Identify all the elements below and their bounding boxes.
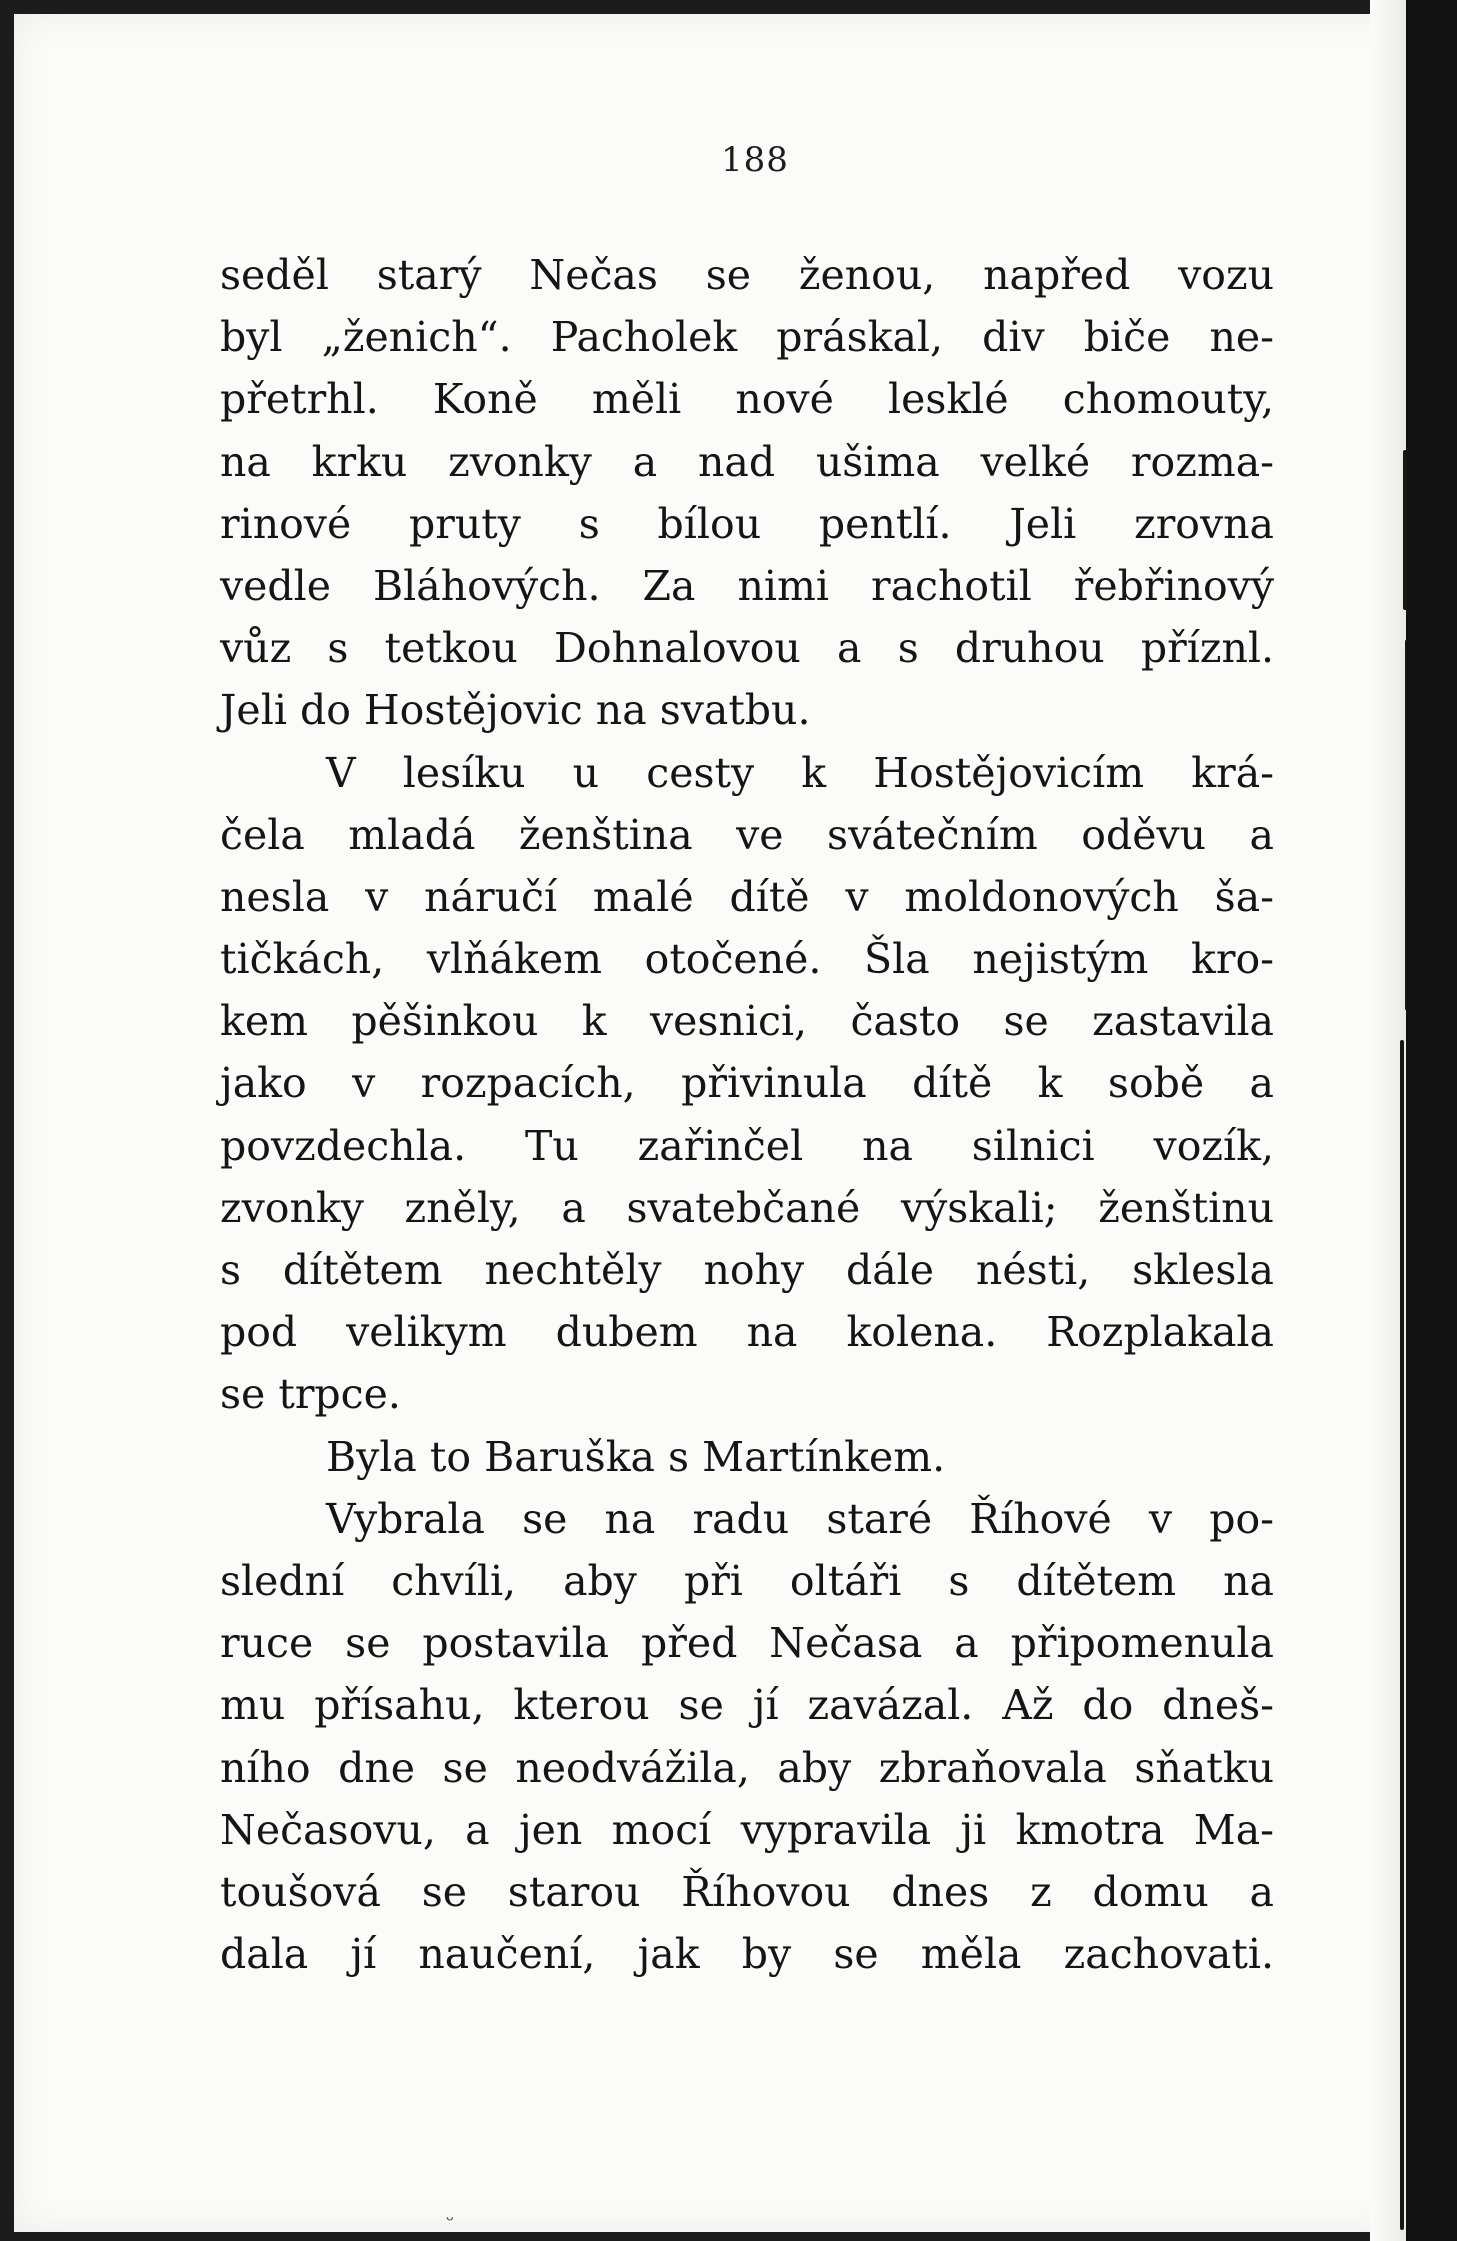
text-line: pod velikym dubem na kolena. Rozplakala xyxy=(220,1308,1274,1357)
text-line: povzdechla. Tu zařinčel na silnici vozík, xyxy=(220,1121,1274,1170)
page-edge-mark xyxy=(1403,450,1407,610)
text-line: s dítětem nechtěly nohy dále nésti, sklesla xyxy=(220,1246,1274,1294)
text-line: zvonky zněly, a svatebčané výskali; ženštinu xyxy=(220,1183,1274,1232)
text-line: vedle Bláhových. Za nimi rachotil řebřinový xyxy=(220,561,1274,610)
text-line: mu přísahu, kterou se jí zavázal. Až do dneš- xyxy=(220,1681,1274,1730)
page-edge-mark xyxy=(1400,1040,1404,2230)
text-line: tičkách, vlňákem otočené. Šla nejistým kro- xyxy=(220,935,1274,984)
text-line: nesla v náručí malé dítě v moldonových ša- xyxy=(220,872,1274,921)
text-line: Byla to Baruška s Martínkem. xyxy=(326,1432,946,1481)
page-edge-mark xyxy=(1405,640,1407,1010)
text-line: Jeli do Hostějovic na svatbu. xyxy=(220,686,811,735)
scanner-edge xyxy=(1406,0,1457,2241)
text-line: rinové pruty s bílou pentlí. Jeli zrovna xyxy=(220,499,1274,548)
text-line: přetrhl. Koně měli nové lesklé chomouty, xyxy=(220,375,1274,424)
body-text xyxy=(220,244,1274,1985)
text-line: seděl starý Nečas se ženou, napřed vozu xyxy=(220,251,1274,299)
text-line: slední chvíli, aby při oltáři s dítětem na xyxy=(220,1556,1274,1605)
text-line: Nečasovu, a jen mocí vypravila ji kmotra Ma- xyxy=(220,1805,1274,1854)
scan-speck: ᵕ xyxy=(446,2208,455,2232)
text-line: na krku zvonky a nad ušima velké rozma- xyxy=(220,437,1274,486)
text-line: Vybrala se na radu staré Říhové v po- xyxy=(326,1494,1274,1543)
text-line: čela mladá ženština ve svátečním oděvu a xyxy=(220,810,1274,859)
text-line: kem pěšinkou k vesnici, často se zastavila xyxy=(220,997,1274,1046)
page-number: 188 xyxy=(721,140,789,180)
text-line: ruce se postavila před Nečasa a připomenula xyxy=(220,1619,1274,1668)
text-line: byl „ženich“. Pacholek práskal, div biče ne- xyxy=(220,313,1274,362)
text-line: vůz s tetkou Dohnalovou a s druhou příznl. xyxy=(220,624,1274,673)
text-line: toušová se starou Říhovou dnes z domu a xyxy=(220,1867,1274,1916)
text-line: dala jí naučení, jak by se měla zachovati. xyxy=(220,1930,1274,1979)
text-line: ního dne se neodvážila, aby zbraňovala sňatku xyxy=(220,1743,1274,1792)
text-line: jako v rozpacích, přivinula dítě k sobě a xyxy=(220,1059,1274,1108)
text-line: se trpce. xyxy=(220,1370,401,1419)
text-line: V lesíku u cesty k Hostějovicím krá- xyxy=(326,748,1274,797)
